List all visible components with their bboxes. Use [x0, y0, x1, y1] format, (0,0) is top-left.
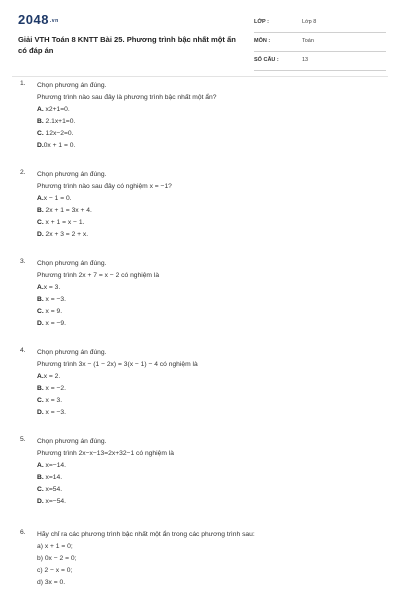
question-instruction: Chọn phương án đúng. — [37, 171, 107, 178]
option-c: C. x = 9. — [37, 308, 63, 315]
option-d: D.0x + 1 = 0. — [37, 142, 76, 149]
meta-class-row — [254, 16, 386, 33]
option-c: C. x = 3. — [37, 397, 63, 404]
question-number: 6. — [20, 529, 26, 536]
meta-subject-row — [254, 35, 386, 52]
option-a: a) x + 1 = 0; — [37, 543, 73, 550]
option-a: A.x − 1 = 0. — [37, 195, 72, 202]
option-d: d) 3x = 0. — [37, 579, 66, 586]
option-c: c) 2 − x = 0; — [37, 567, 73, 574]
document-title: Giải VTH Toán 8 KNTT Bài 25. Phương trình bậc nhất một ẩn có đáp án — [18, 35, 236, 55]
question-6 — [20, 529, 255, 589]
option-c: C. x=54. — [37, 486, 63, 493]
option-a: A. x=−14. — [37, 462, 66, 469]
meta-value: 13 — [302, 57, 309, 63]
option-d: D. 2x + 3 = 2 + x. — [37, 231, 89, 238]
site-logo[interactable]: 2048.vn — [18, 12, 59, 27]
question-2 — [20, 169, 172, 241]
question-prompt: Phương trình 3x − (1 − 2x) = 3(x − 1) − 4 có nghiệm là — [37, 361, 198, 368]
option-b: B. x = −3. — [37, 296, 66, 303]
question-instruction: Chọn phương án đúng. — [37, 82, 107, 89]
question-prompt: Phương trình 2x + 7 = x − 2 có nghiệm là — [37, 272, 160, 279]
question-instruction: Chọn phương án đúng. — [37, 349, 107, 356]
meta-count-row — [254, 54, 386, 71]
question-instruction: Hãy chỉ ra các phương trình bậc nhất một ẩn trong các phương trình sau: — [37, 531, 255, 538]
question-number: 5. — [20, 436, 26, 443]
question-1 — [20, 80, 216, 152]
option-b: B. x = −2. — [37, 385, 66, 392]
meta-label: MÔN : — [254, 38, 271, 44]
option-b: B. x=14. — [37, 474, 63, 481]
option-a: A.x = 2. — [37, 373, 61, 380]
question-number: 1. — [20, 80, 26, 87]
meta-value: Lớp 8 — [302, 19, 317, 25]
question-5 — [20, 436, 174, 508]
option-a: A. x2+1=0. — [37, 106, 70, 113]
question-instruction: Chọn phương án đúng. — [37, 438, 107, 445]
document-header — [18, 12, 386, 70]
question-3 — [20, 258, 159, 330]
question-prompt: Phương trình nào sau đây có nghiệm x = −1? — [37, 183, 172, 190]
option-d: D. x = −9. — [37, 320, 66, 327]
meta-label: SỐ CÂU : — [254, 57, 279, 63]
option-c: C. x + 1 = x − 1. — [37, 219, 85, 226]
question-prompt: Phương trình 2x−x−13=2x+32−1 có nghiệm là — [37, 450, 174, 457]
question-number: 4. — [20, 347, 26, 354]
option-d: D. x = −3. — [37, 409, 66, 416]
option-c: C. 12x−2=0. — [37, 130, 74, 137]
option-a: A.x = 3. — [37, 284, 61, 291]
question-prompt: Phương trình nào sau đây là phương trình bậc nhất một ẩn? — [37, 94, 217, 101]
meta-label: LỚP : — [254, 19, 269, 25]
meta-value: Toán — [302, 38, 314, 44]
question-number: 2. — [20, 169, 26, 176]
question-number: 3. — [20, 258, 26, 265]
option-b: b) 0x − 2 = 0; — [37, 555, 77, 562]
meta-panel — [254, 16, 386, 73]
question-4 — [20, 347, 198, 419]
question-instruction: Chọn phương án đúng. — [37, 260, 107, 267]
option-b: B. 2.1x+1=0. — [37, 118, 76, 125]
option-d: D. x=−54. — [37, 498, 66, 505]
option-b: B. 2x + 1 = 3x + 4. — [37, 207, 92, 214]
header-divider — [12, 76, 388, 77]
